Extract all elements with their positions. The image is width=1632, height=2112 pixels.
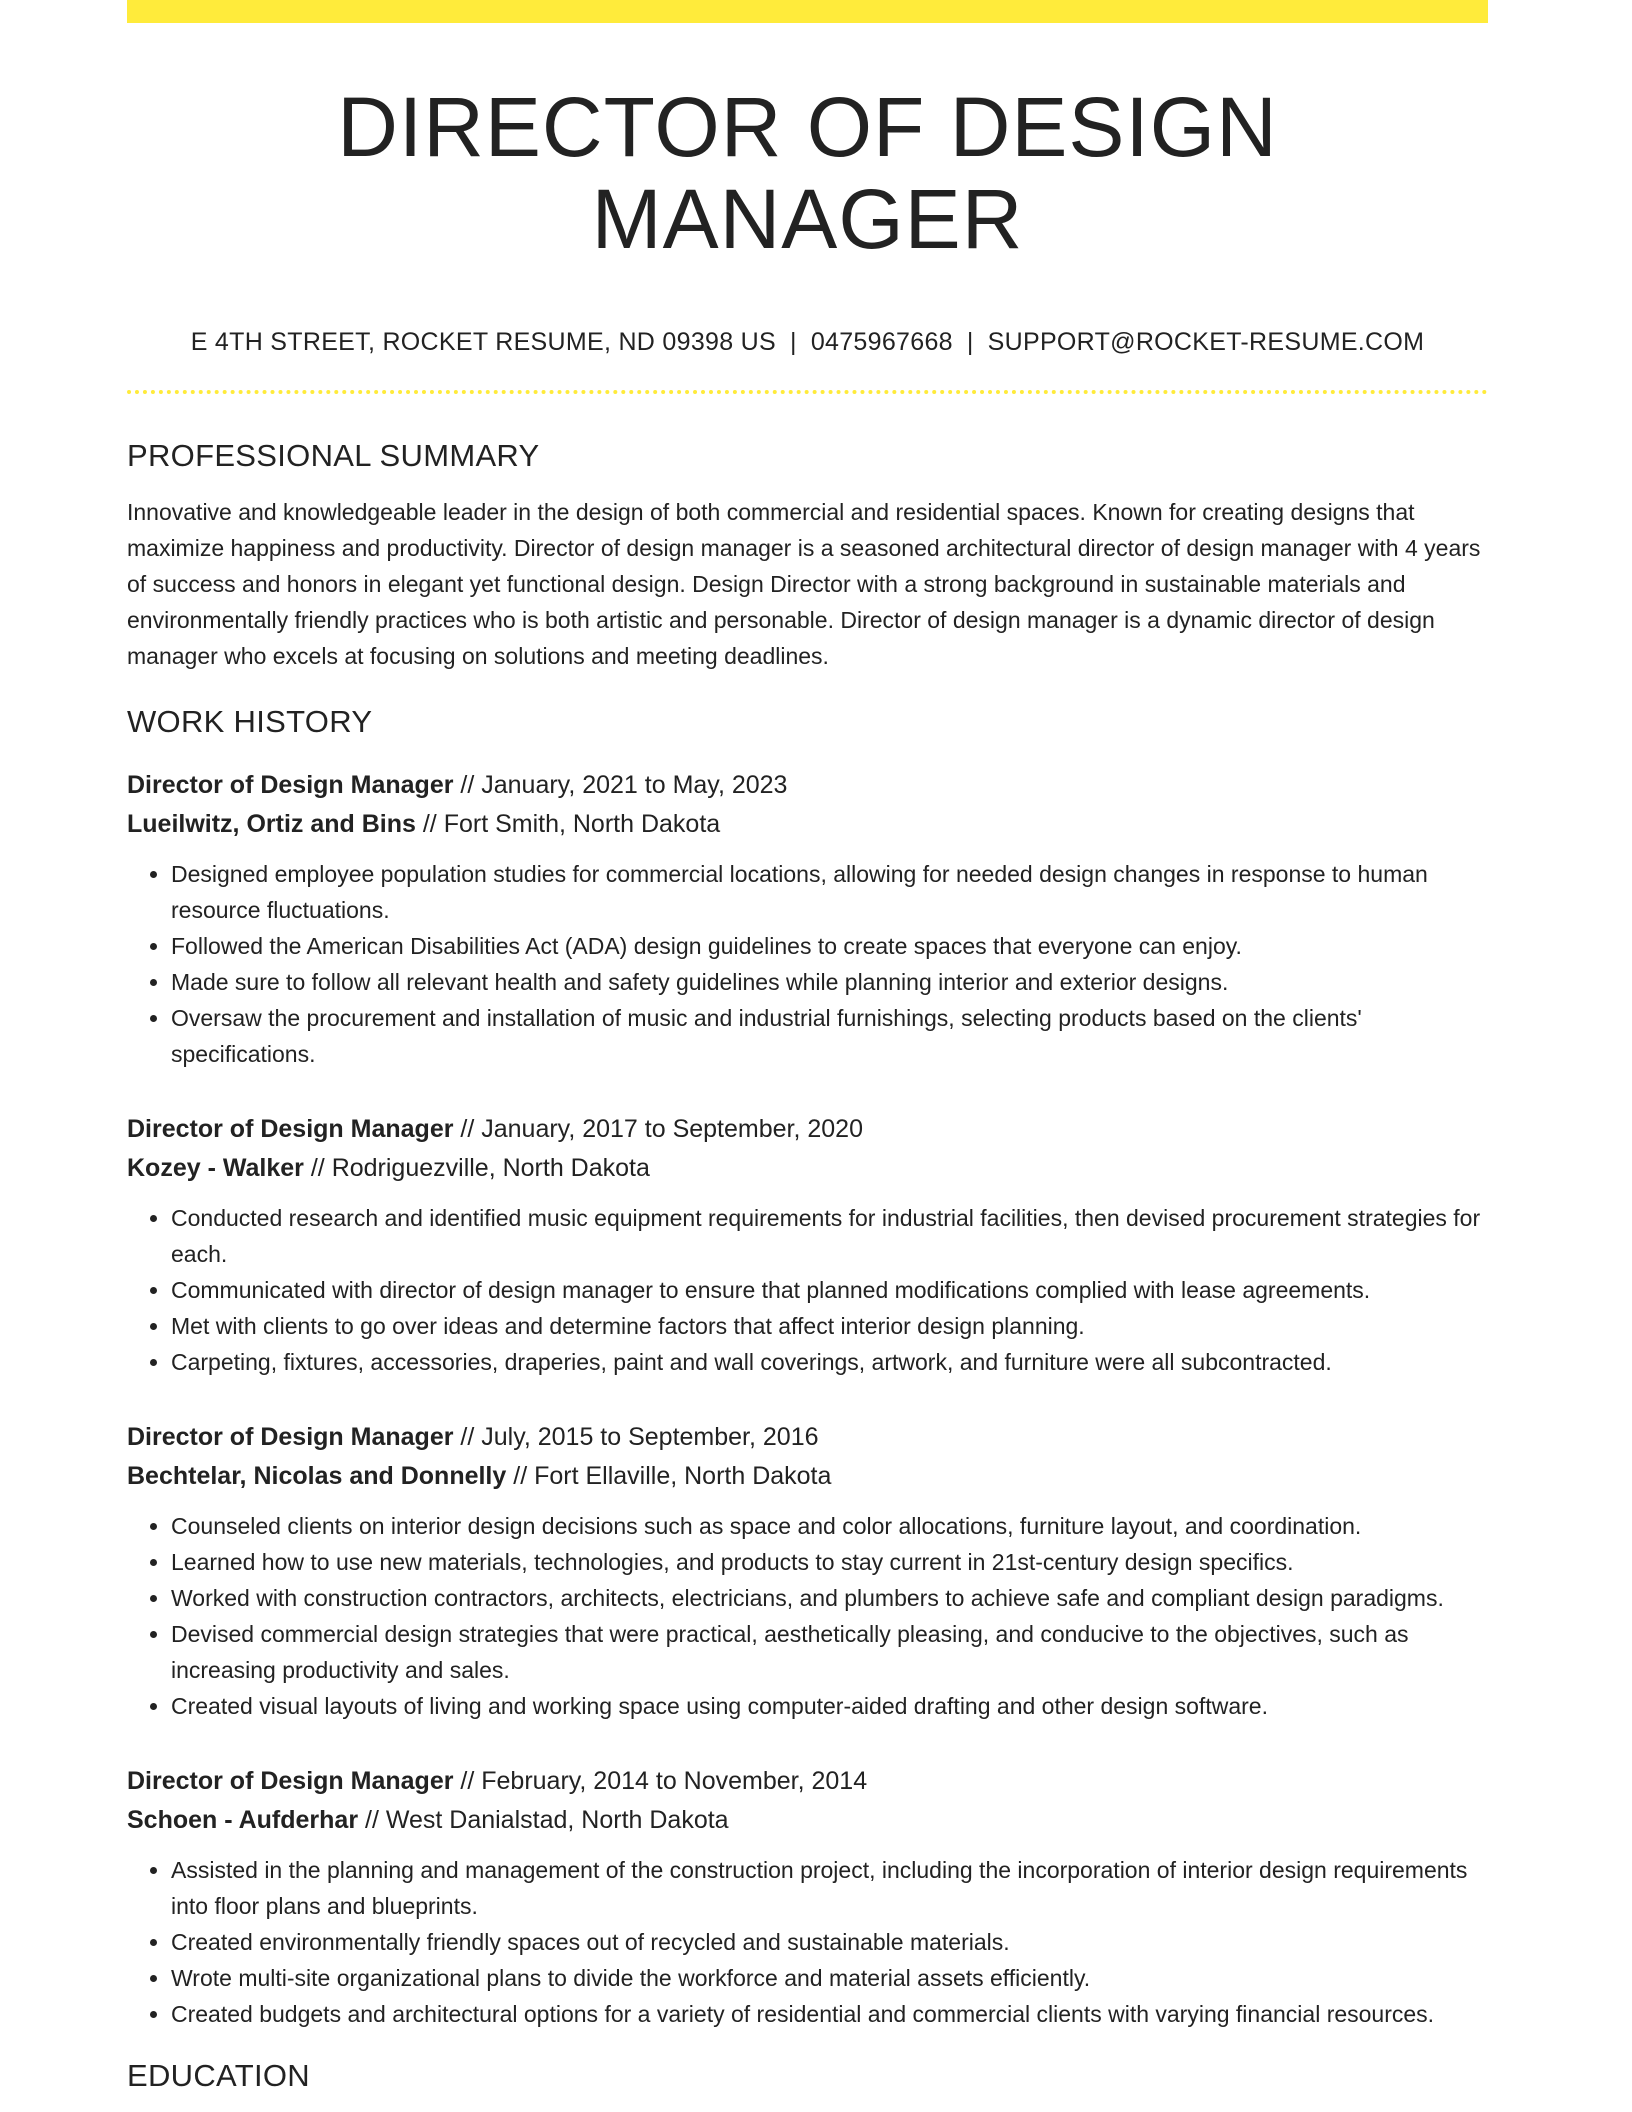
contact-phone: 0475967668: [810, 327, 953, 356]
job-bullet: • Counseled clients on interior design decisions such as space and color allocations, furniture layout, and coordination.: [171, 1508, 1488, 1544]
job-entry: [127, 766, 1488, 1072]
job-company-line: [127, 1149, 1488, 1188]
job-dates: // February, 2014 to November, 2014: [453, 1766, 868, 1795]
job-company: Kozey - Walker: [127, 1153, 304, 1182]
dotted-divider: [127, 390, 1488, 394]
job-location: // Fort Smith, North Dakota: [415, 809, 721, 838]
job-title-line: [127, 1110, 1488, 1149]
contact-email: SUPPORT@ROCKET-RESUME.COM: [987, 327, 1425, 356]
job-entry: [127, 1418, 1488, 1724]
job-location: // Fort Ellaville, North Dakota: [506, 1461, 832, 1490]
job-company-line: [127, 805, 1488, 844]
job-role: Director of Design Manager: [127, 1766, 454, 1795]
job-bullet: • Carpeting, fixtures, accessories, draperies, paint and wall coverings, artwork, and furniture were all subcontracted.: [171, 1344, 1488, 1380]
job-entry: [127, 1110, 1488, 1380]
job-dates: // January, 2021 to May, 2023: [453, 770, 788, 799]
job-bullets: [127, 1508, 1488, 1724]
job-bullets: [127, 856, 1488, 1072]
job-bullet: • Made sure to follow all relevant health and safety guidelines while planning interior and exterior designs.: [171, 964, 1488, 1000]
job-role: Director of Design Manager: [127, 770, 454, 799]
job-location: // West Danialstad, North Dakota: [358, 1805, 729, 1834]
contact-address: E 4TH STREET, ROCKET RESUME, ND 09398 US: [190, 327, 777, 356]
job-title-line: [127, 1418, 1488, 1457]
job-bullet: • Learned how to use new materials, technologies, and products to stay current in 21st-century design specifics.: [171, 1544, 1488, 1580]
job-bullet: • Created environmentally friendly spaces out of recycled and sustainable materials.: [171, 1924, 1488, 1960]
job-entry: [127, 1762, 1488, 2032]
contact-line: [127, 328, 1488, 357]
job-bullets: [127, 1852, 1488, 2032]
job-company-line: [127, 1801, 1488, 1840]
job-company: Schoen - Aufderhar: [127, 1805, 359, 1834]
contact-separator: |: [790, 327, 797, 356]
job-bullet: • Worked with construction contractors, architects, electricians, and plumbers to achieve safe and compliant design paradigms.: [171, 1580, 1488, 1616]
job-title-line: [127, 1762, 1488, 1801]
contact-separator: |: [966, 327, 974, 356]
job-company-line: [127, 1457, 1488, 1496]
job-bullet: • Communicated with director of design manager to ensure that planned modifications complied with lease agreements.: [171, 1272, 1488, 1308]
job-bullet: • Followed the American Disabilities Act (ADA) design guidelines to create spaces that everyone can enjoy.: [171, 928, 1488, 964]
job-bullet: • Designed employee population studies for commercial locations, allowing for needed design changes in response to human resource fluctuations.: [171, 856, 1488, 928]
job-role: Director of Design Manager: [127, 1114, 454, 1143]
job-bullet: • Wrote multi-site organizational plans to divide the workforce and material assets efficiently.: [171, 1960, 1488, 1996]
summary-heading: PROFESSIONAL SUMMARY: [127, 437, 540, 473]
work-history-list: [127, 766, 1488, 2032]
job-dates: // July, 2015 to September, 2016: [453, 1422, 819, 1451]
job-bullets: [127, 1200, 1488, 1380]
job-bullet: • Conducted research and identified music equipment requirements for industrial facilities, then devised procurement strategies for each.: [171, 1200, 1488, 1272]
accent-top-bar: [127, 0, 1488, 23]
job-location: // Rodriguezville, North Dakota: [303, 1153, 650, 1182]
job-bullet: • Devised commercial design strategies that were practical, aesthetically pleasing, and conducive to the objectives, such as increasing productivity and sales.: [171, 1616, 1488, 1688]
job-title-line: [127, 766, 1488, 805]
job-company: Lueilwitz, Ortiz and Bins: [127, 809, 416, 838]
summary-text: Innovative and knowledgeable leader in the design of both commercial and residential spaces. Known for creating designs that maximize happiness and productivity. Director of design manager is a seasoned architectural director of design manager with 4 years of success and honors in elegant yet functional design. Design Director with a strong background in sustainable materials and environmentally friendly practices who is both artistic and personable. Director of design manager is a dynamic director of design manager who excels at focusing on solutions and meeting deadlines.: [127, 498, 1481, 669]
job-role: Director of Design Manager: [127, 1422, 454, 1451]
job-bullet: • Oversaw the procurement and installation of music and industrial furnishings, selecting products based on the clients' specifications.: [171, 1000, 1488, 1072]
job-bullet: • Met with clients to go over ideas and determine factors that affect interior design planning.: [171, 1308, 1488, 1344]
resume-page: [127, 0, 1488, 2094]
job-company: Bechtelar, Nicolas and Donnelly: [127, 1461, 507, 1490]
job-dates: // January, 2017 to September, 2020: [453, 1114, 863, 1143]
job-bullet: • Assisted in the planning and management of the construction project, including the incorporation of interior design requirements into floor plans and blueprints.: [171, 1852, 1488, 1924]
work-history-heading: WORK HISTORY: [127, 703, 373, 739]
resume-name: DIRECTOR OF DESIGN MANAGER: [337, 80, 1278, 267]
job-bullet: • Created visual layouts of living and working space using computer-aided drafting and other design software.: [171, 1688, 1488, 1724]
job-bullet: • Created budgets and architectural options for a variety of residential and commercial clients with varying financial resources.: [171, 1996, 1488, 2032]
education-heading: EDUCATION: [127, 2057, 310, 2093]
